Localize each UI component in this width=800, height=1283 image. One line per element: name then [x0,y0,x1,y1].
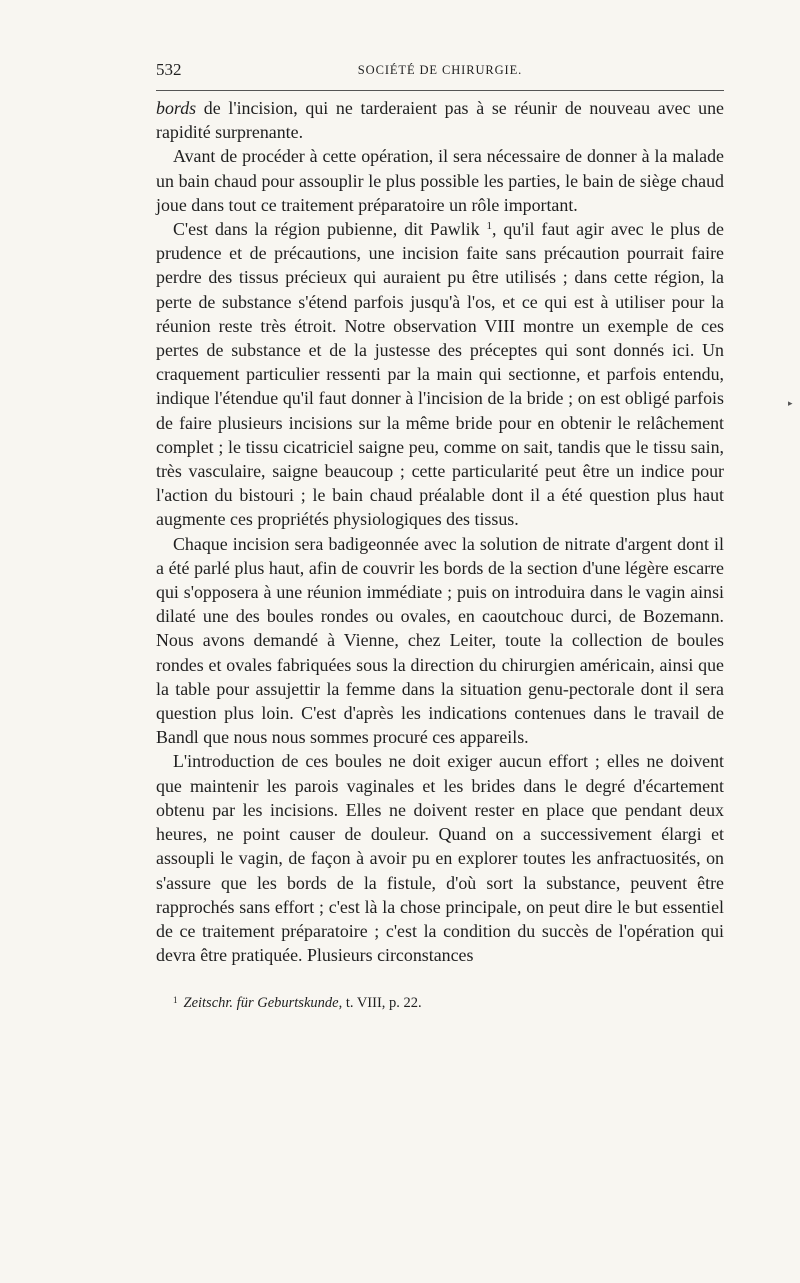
paragraph [156,96,724,144]
page [156,58,724,1013]
footnote-text: , t. VIII, p. 22. [338,995,422,1012]
paragraph: L'introduction de ces boules ne doit exiger aucun effort ; elles ne doivent que maintenir les parois vaginales et les brides dans le degré d'écartement obtenu par les incisions. Elles ne doivent rester en place que pendant deux heures, ne point causer de douleur. Quand on a successivement élargi et assoupli le vagin, de façon à avoir pu en explorer toutes les anfractuosités, on s'assure que les bords de la fistule, d'où sort la substance, peuvent être rapprochés sans effort ; c'est là la chose principale, on peut dire le but essentiel de ce traitement préparatoire ; c'est la condition du succès de l'opération qui devra être pratiquée. Plusieurs circonstances [156,751,724,966]
body-text [156,96,724,967]
page-number: 532 [156,60,182,79]
paragraph: Chaque incision sera badigeonnée avec la solution de nitrate d'argent dont il a été parlé plus haut, afin de couvrir les bords de la section d'une légère escarre qui s'opposera à une réunion immédiate ; puis on introduira dans le vagin ainsi dilaté une des boules rondes ou ovales, en caoutchouc durci, de Bozemann. Nous avons demandé à Vienne, chez Leiter, toute la collection de boules rondes et ovales fabriquées sous la direction du chirurgien américain, ainsi que la table pour assujettir la femme dans la situation genu-pectorale dont il sera question plus loin. C'est d'après les indications contenues dans le travail de Bandl que nous nous sommes procuré ces appareils. [156,533,724,748]
paragraph-text: , qu'il faut agir avec le plus de prudence et de précautions, une incision faite sans précaution pourrait faire perdre des tissus précieux qui auraient pu être utilisés ; dans cette région, la perte de substance s'étend parfois jusqu'à l'os, et ce qui est à utiliser pour la réunion reste très étroit. Notre observation VIII montre un exemple de ces pertes de substance et de la justesse des préceptes qui sont donnés ici. Un craquement particulier ressenti par la main qui sectionne, et parfois entendu, indique l'étendue qu'il faut donner à l'incision de la bride ; on est obligé parfois de faire plusieurs incisions sur la même bride pour en obtenir le relâchement complet ; le tissu cicatriciel saigne peu, comme on sait, tandis que le tissu sain, très vasculaire, saigne beaucoup ; cette particularité peut être un indice pour l'action du bistouri ; le bain chaud préalable dont il a été question plus haut augmente ces propriétés physiologiques des tissus. [156,219,724,530]
footnote-mark: 1 [173,995,178,1006]
page-heading: SOCIÉTÉ DE CHIRURGIE. [357,63,523,77]
italic-word: bords [156,98,197,118]
header-rule [156,90,724,91]
paragraph-text: de l'incision, qui ne tarderaient pas à se réunir de nouveau avec une rapidité surprenante. [156,98,724,143]
margin-mark: ▸ [788,398,793,408]
paragraph: Avant de procéder à cette opération, il sera nécessaire de donner à la malade un bain chaud pour assouplir le plus possible les parties, le bain de siège chaud joue dans tout ce traitement préparatoire un rôle important. [156,146,724,215]
footnote-source: Zeitschr. für Geburtskunde [183,995,339,1012]
paragraph-text: C'est dans la région pubienne, dit Pawlik [173,219,487,240]
footnote-reference: 1 [486,220,493,233]
running-head [156,58,724,82]
paragraph [156,217,724,532]
footnote [156,990,724,1013]
